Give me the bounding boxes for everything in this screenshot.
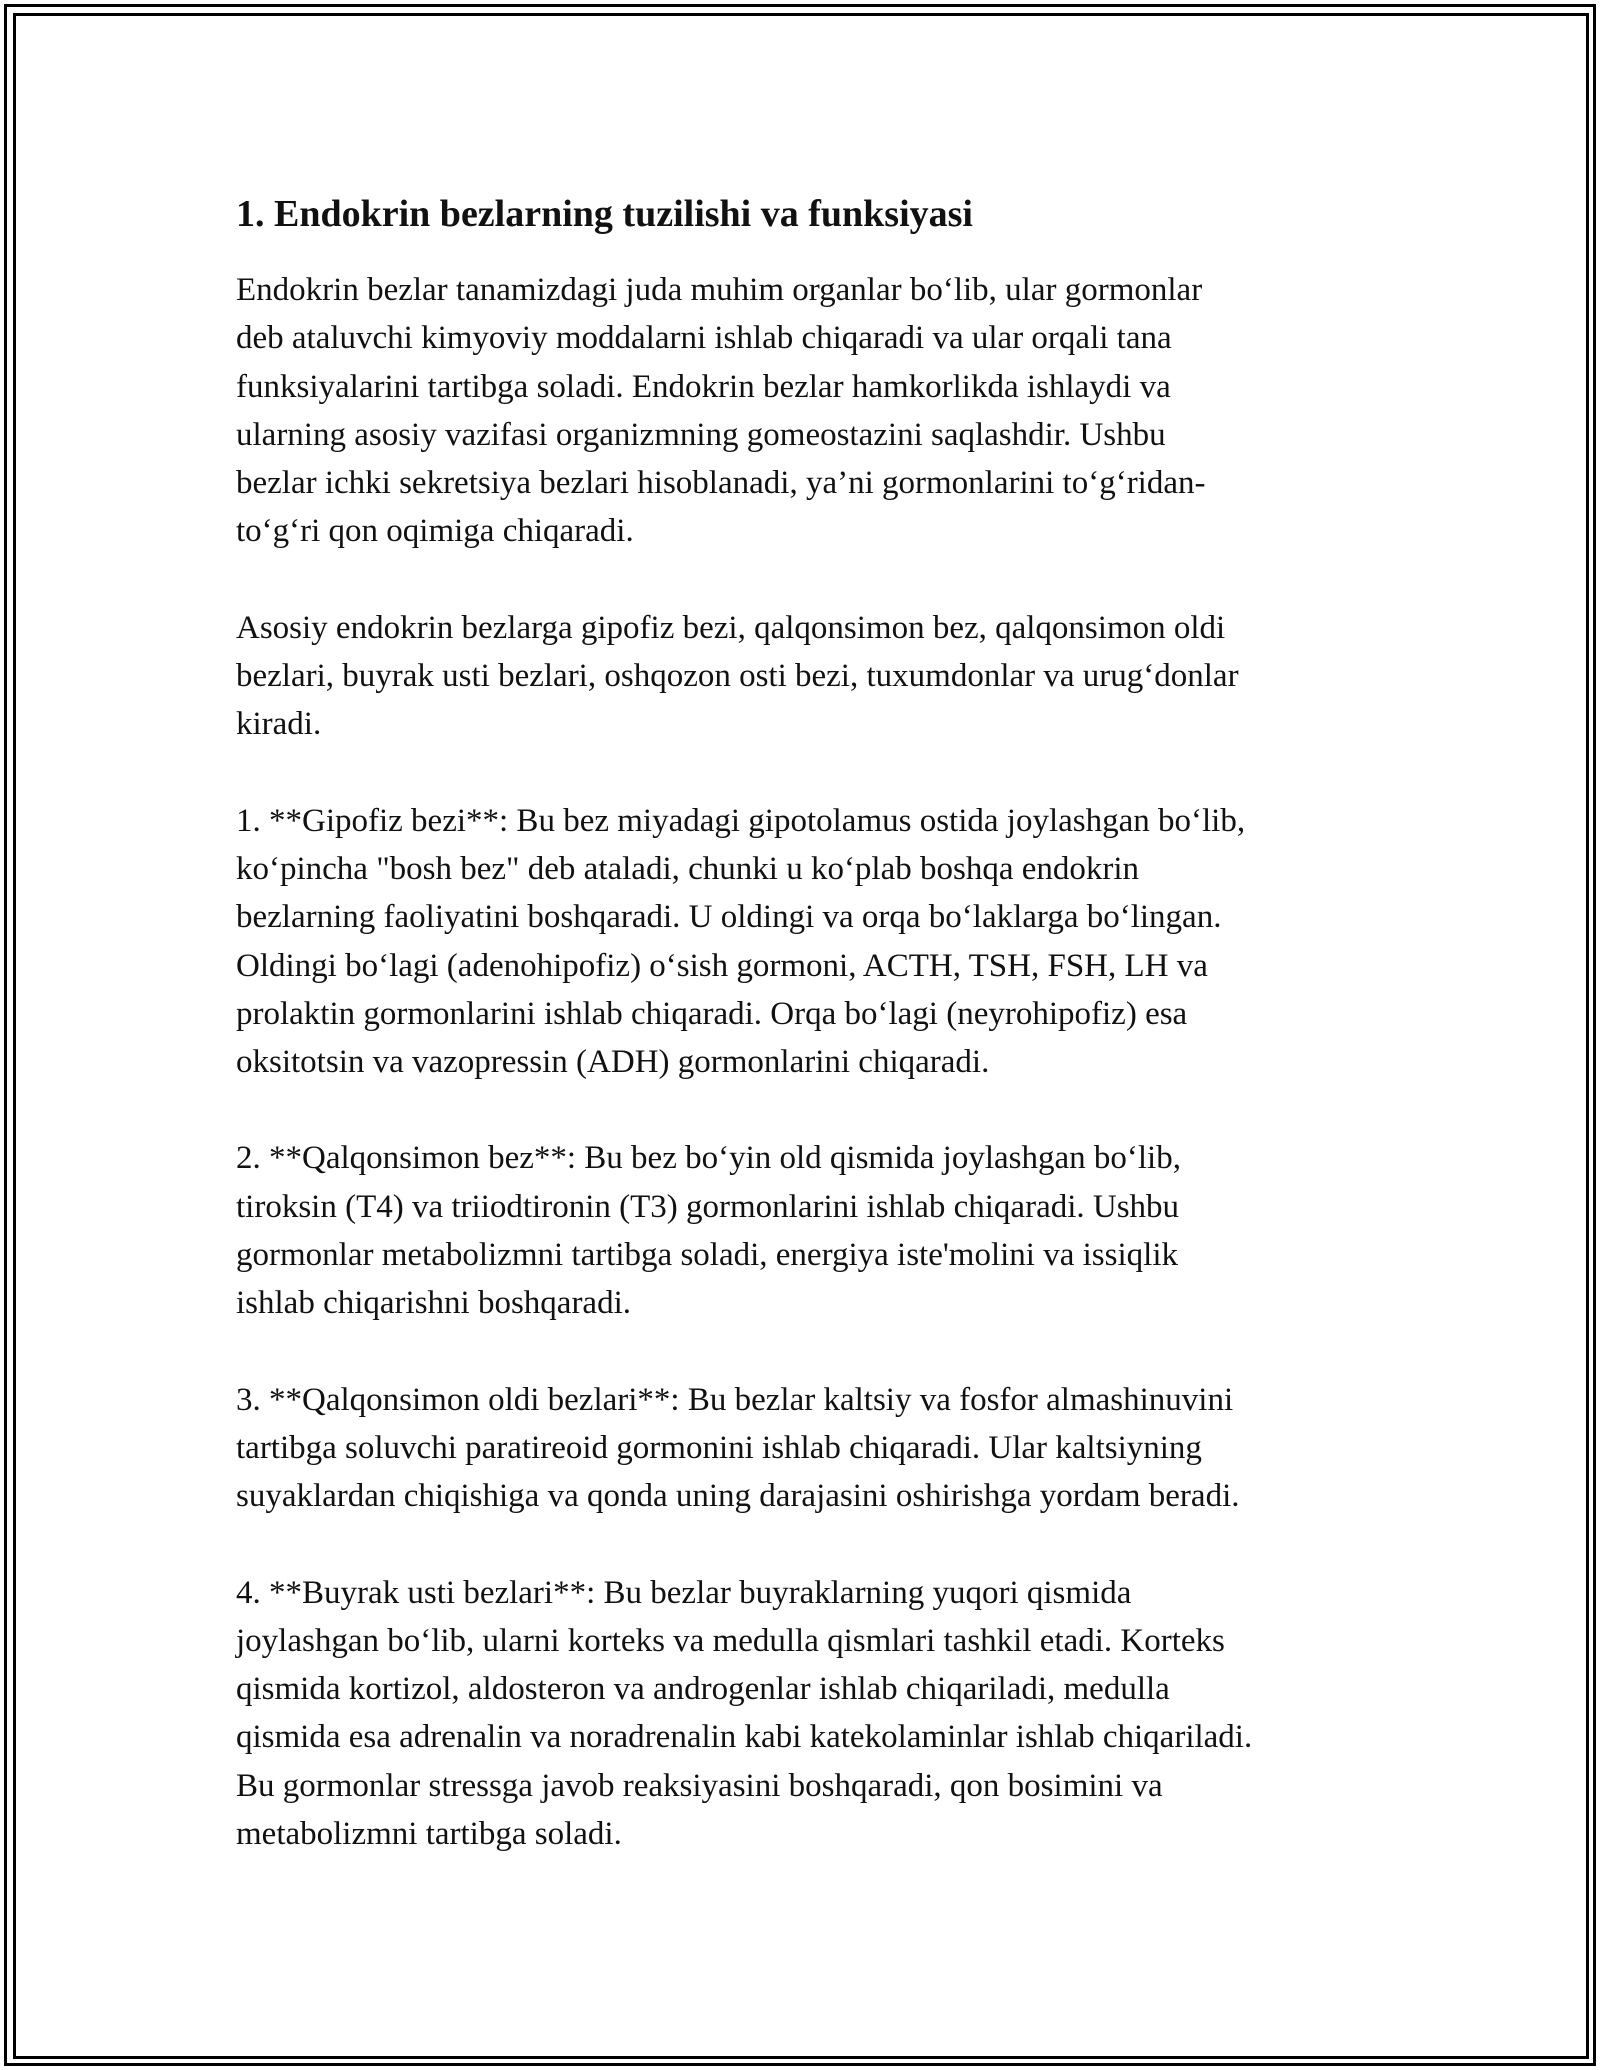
glands-list-paragraph: Asosiy endokrin bezlarga gipofiz bezi, qalqonsimon bez, qalqonsimon oldi bezlari, buyrak usti bezlari, oshqozon osti bezi, tuxumdonlar va urug‘donlar kiradi. (236, 609, 1239, 743)
pituitary-paragraph: 1. **Gipofiz bezi**: Bu bez miyadagi gipotolamus ostida joylashgan bo‘lib, ko‘pincha "bosh bez" deb ataladi, chunki u ko‘plab boshqa endokrin bezlarning faoliyatini boshqaradi. U oldingi va orqa bo‘laklarga bo‘lingan. Oldingi bo‘lagi (adenohipofiz) o‘sish gormoni, ACTH, TSH, FSH, LH va prolaktin gormonlarini ishlab chiqaradi. Orqa bo‘lagi (neyrohipofiz) esa oksitotsin va vazopressin (ADH) gormonlarini chiqaradi. (236, 802, 1246, 1081)
intro-paragraph: Endokrin bezlar tanamizdagi juda muhim organlar bo‘lib, ular gormonlar deb ataluvchi kimyoviy moddalarni ishlab chiqaradi va ular orqali tana funksiyalarini tartibga soladi. Endokrin bezlar hamkorlikda ishlaydi va ularning asosiy vazifasi organizmning gomeostazini saqlashdir. Ushbu bezlar ichki sekretsiya bezlari hisoblanadi, ya’ni gormonlarini to‘g‘ridan- to‘g‘ri qon oqimiga chiqaradi. (236, 272, 1206, 550)
thyroid-paragraph: 2. **Qalqonsimon bez**: Bu bez bo‘yin old qismida joylashgan bo‘lib, tiroksin (T4) va triiodtironin (T3) gormonlarini ishlab chiqaradi. Ushbu gormonlar metabolizmni tartibga soladi, energiya iste'molini va issiqlik ishlab chiqarishni boshqaradi. (236, 1140, 1181, 1322)
document-body (236, 184, 1386, 1906)
adrenal-paragraph: 4. **Buyrak usti bezlari**: Bu bezlar buyraklarning yuqori qismida joylashgan bo‘lib, ularni korteks va medulla qismlari tashkil etadi. Korteks qismida kortizol, aldosteron va androgenlar ishlab chiqariladi, medulla qismida esa adrenalin va noradrenalin kabi katekolaminlar ishlab chiqariladi. Bu gormonlar stressga javob reaksiyasini boshqaradi, qon bosimini va metabolizmni tartibga soladi. (236, 1574, 1253, 1853)
parathyroid-paragraph: 3. **Qalqonsimon oldi bezlari**: Bu bezlar kaltsiy va fosfor almashinuvini tartibga soluvchi paratireoid gormonini ishlab chiqaradi. Ular kaltsiyning suyaklardan chiqishiga va qonda uning darajasini oshirishga yordam beradi. (236, 1381, 1240, 1515)
page-title: 1. Endokrin bezlarning tuzilishi va funksiyasi (236, 193, 973, 235)
